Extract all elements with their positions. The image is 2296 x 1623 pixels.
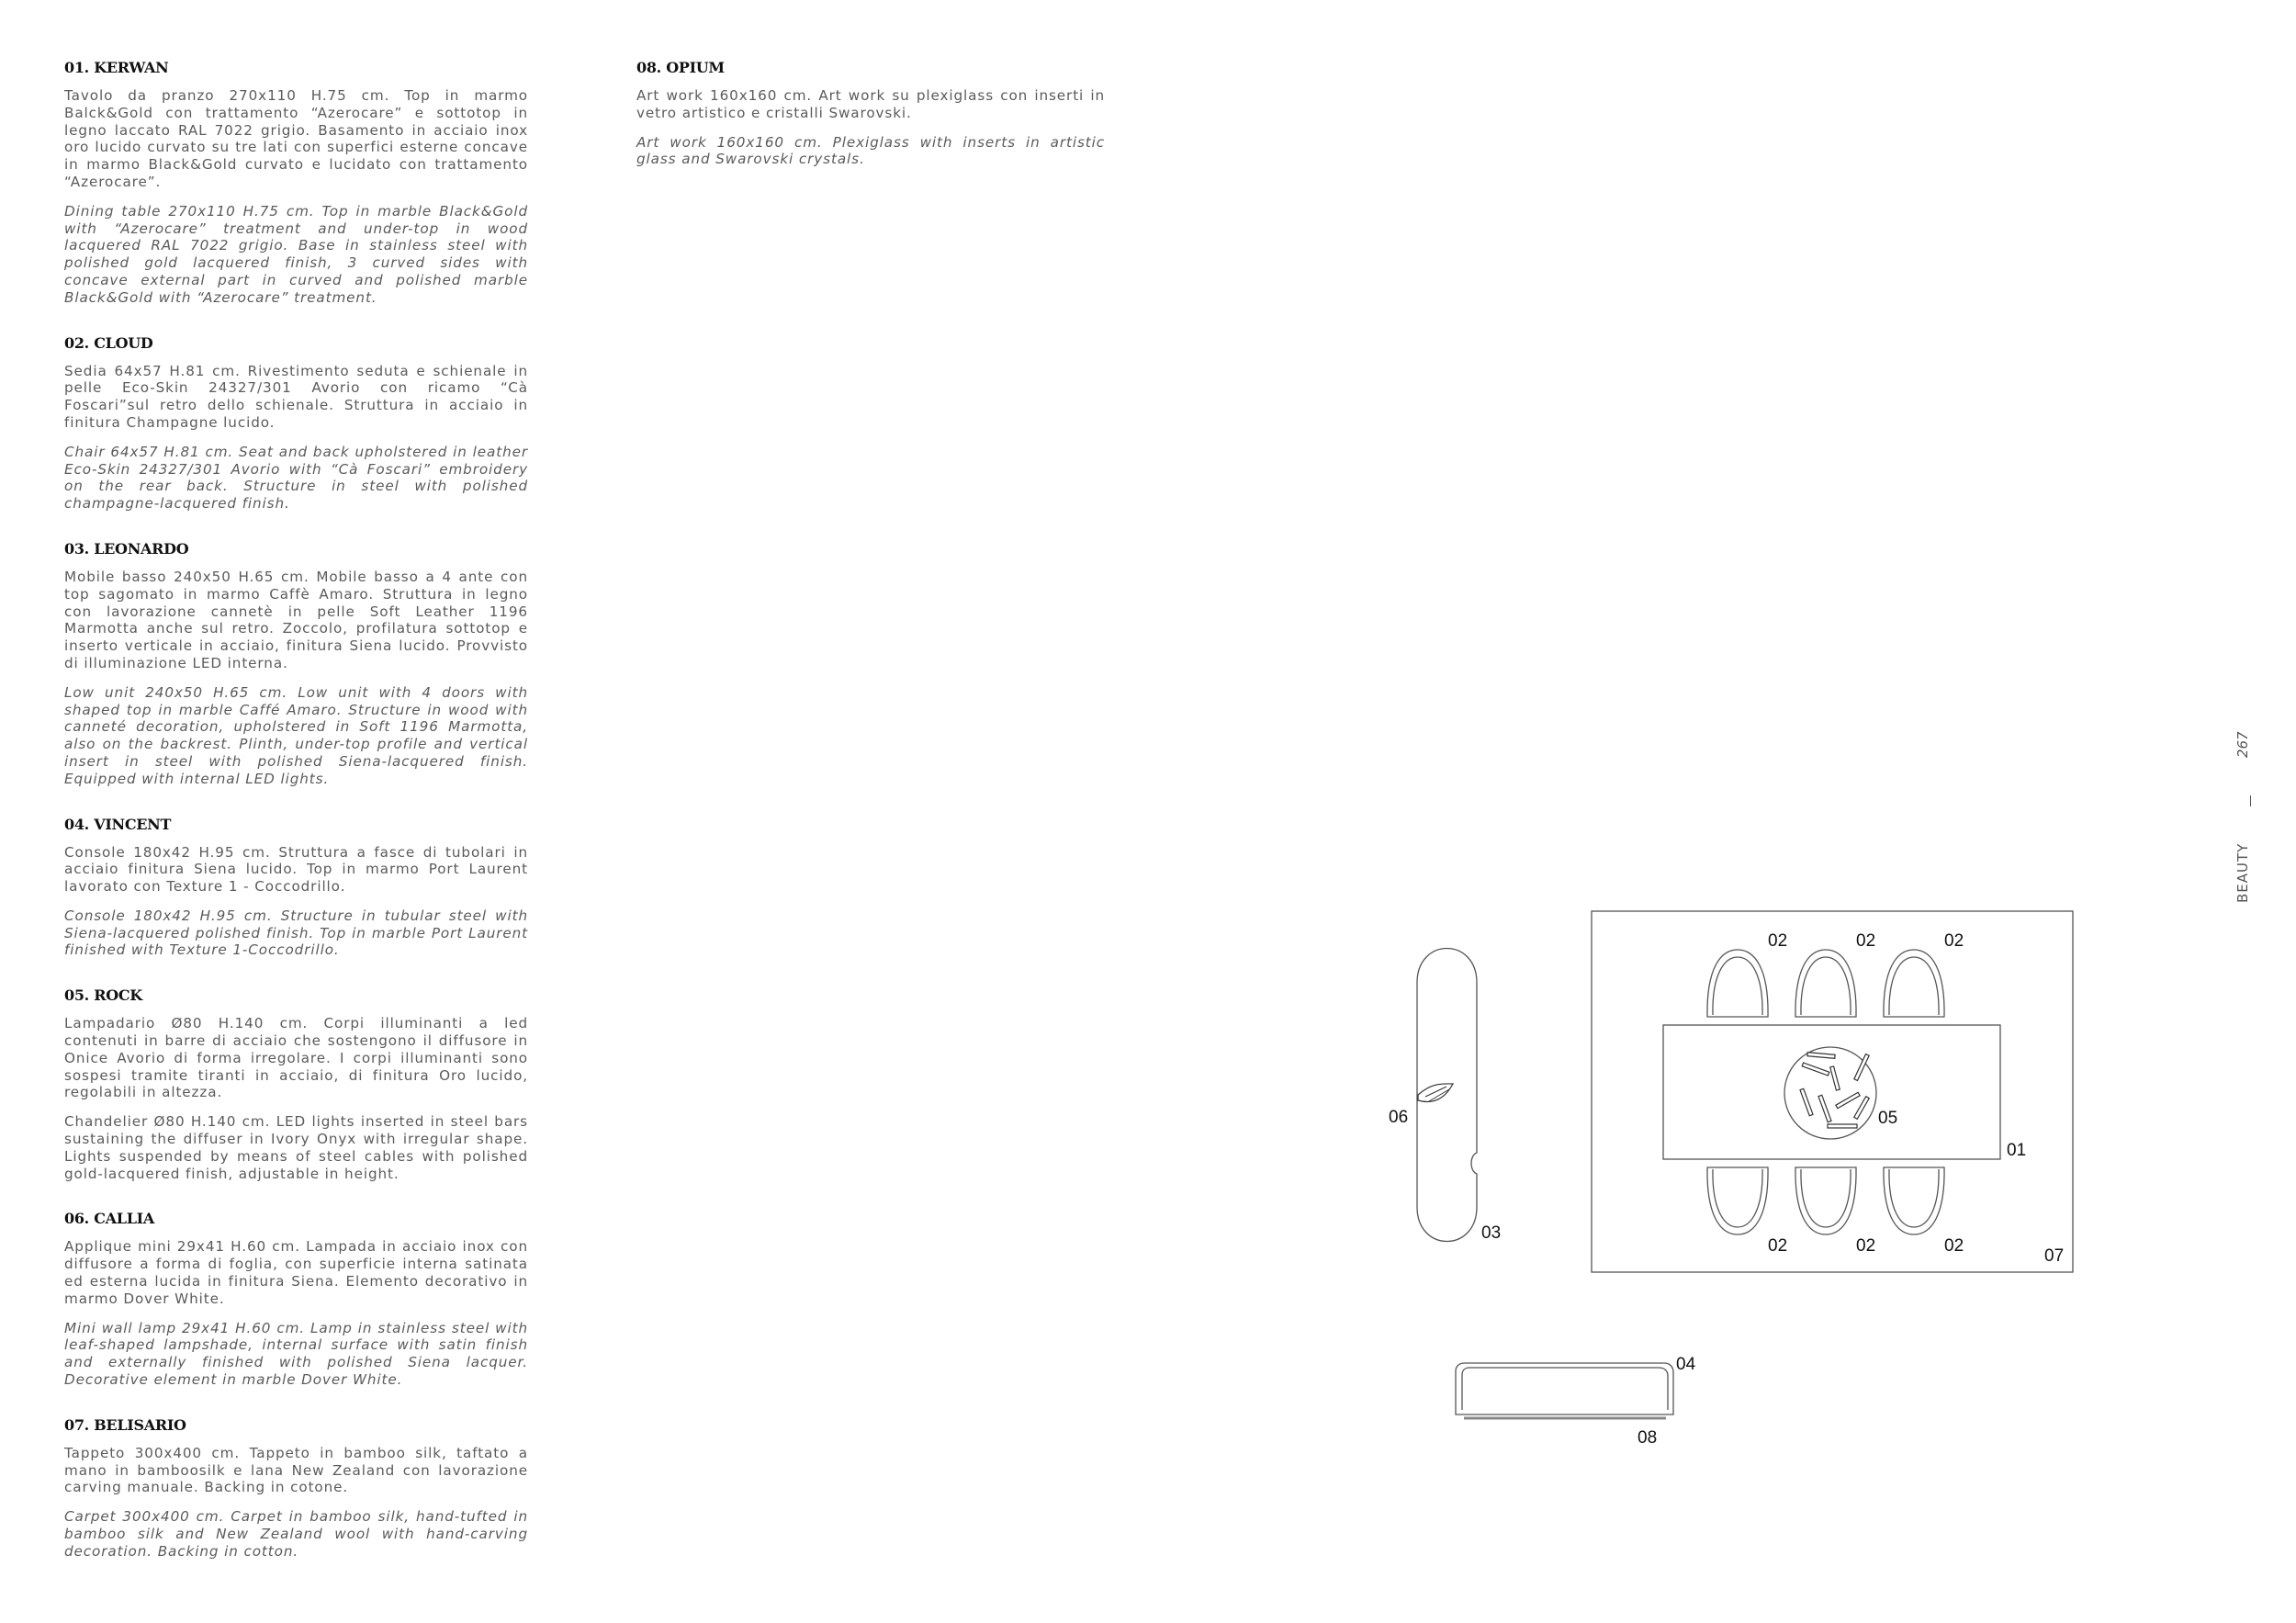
item-title: 01. KERWAN xyxy=(64,59,169,76)
english-description: Art work 160x160 cm. Plexiglass with inserts in artistic glass and Swarovski crystals. xyxy=(636,133,1105,168)
section-title: BEAUTY xyxy=(2234,842,2251,903)
chair-label: 02 xyxy=(1856,1236,1876,1256)
italian-description: Sedia 64x57 H.81 cm. Rivestimento seduta e schienale in pelle Eco-Skin 24327/301 Avorio con ricamo “Cà Foscari”sul retro dello schienale. Struttura in acciaio in finitura Champagne lucido. xyxy=(64,362,528,431)
item-title: 02. CLOUD xyxy=(64,333,153,352)
italian-description: Art work 160x160 cm. Art work su plexiglass con inserti in vetro artistico e cristalli Swarovski. xyxy=(636,87,1105,121)
wall-lamp-icon xyxy=(1418,1084,1453,1102)
rug-label: 07 xyxy=(2044,1246,2065,1266)
italian-description: Tappeto 300x400 cm. Tappeto in bamboo silk, taftato a mano in bamboosilk e lana New Zealand con lavorazione carving manuale. Backing in cotone. xyxy=(64,1444,528,1496)
low-unit-label: 03 xyxy=(1481,1223,1502,1243)
item-title: 03. LEONARDO xyxy=(64,539,189,558)
chair-label: 02 xyxy=(1944,1236,1964,1256)
item-title: 05. ROCK xyxy=(64,986,142,1005)
console-label: 04 xyxy=(1676,1355,1696,1374)
italian-description: Lampadario Ø80 H.140 cm. Corpi illuminanti a led contenuti in barre di acciaio che sostengono il diffusore in Onice Avorio di forma irregolare. I corpi illuminanti sono sospesi tramite tiranti in acciaio, di finitura Oro lucido, regolabili in altezza. xyxy=(64,1015,528,1101)
item-title: 06. CALLIA xyxy=(64,1210,154,1228)
wall-lamp-label: 06 xyxy=(1389,1108,1409,1127)
chair-label: 02 xyxy=(1944,931,1964,951)
italian-description: Applique mini 29x41 H.60 cm. Lampada in acciaio inox con diffusore a forma di foglia, con superficie interna satinata ed esterna lucida in finitura Siena. Elemento decorativo in marmo Dover White. xyxy=(64,1238,528,1307)
italian-description: Mobile basso 240x50 H.65 cm. Mobile basso a 4 ante con top sagomato in marmo Caffè Amaro. Struttura in legno con lavorazione cannetè in pelle Soft Leather 1196 Marmotta anche sul retro. Zoccolo, profilatura sottotop e inserto verticale in acciaio, finitura Siena lucido. Provvisto di illuminazione LED interna. xyxy=(64,568,528,671)
english-description: Chandelier Ø80 H.140 cm. LED lights inserted in steel bars sustaining the diffuser in Ivory Onyx with irregular shape. Lights suspended by means of steel cables with polished gold-lacquered finish, adjustable in height. xyxy=(64,1113,528,1182)
artwork-label: 08 xyxy=(1638,1428,1658,1448)
item-title: 07. BELISARIO xyxy=(64,1415,186,1434)
item-title: 04. VINCENT xyxy=(64,815,172,833)
english-description: Dining table 270x110 H.75 cm. Top in marble Black&Gold with “Azerocare” treatment and under-top in wood lacquered RAL 7022 grigio. Base in stainless steel with polished gold lacquered finish, 3 curved sides with concave external part in curved and polished marble Black&Gold with “Azerocare” treatment. xyxy=(64,202,528,306)
chair-label: 02 xyxy=(1856,931,1876,951)
english-description: Mini wall lamp 29x41 H.60 cm. Lamp in stainless steel with leaf-shaped lampshade, internal surface with satin finish and externally finished with polished Siena lacquer. Decorative element in marble Dover White. xyxy=(64,1319,528,1389)
chair-label: 02 xyxy=(1768,1236,1788,1256)
table-label: 01 xyxy=(2007,1141,2027,1160)
item-title: 08. OPIUM xyxy=(636,59,725,76)
chandelier-bars xyxy=(1800,1053,1869,1128)
english-description: Console 180x42 H.95 cm. Structure in tubular steel with Siena-lacquered polished finish. Top in marble Port Laurent finished with Texture 1-Coccodrillo. xyxy=(64,907,528,959)
page-number: 267 xyxy=(2234,731,2251,759)
chair-label: 02 xyxy=(1768,931,1788,951)
english-description: Carpet 300x400 cm. Carpet in bamboo silk, hand-tufted in bamboo silk and New Zealand wool with hand-carving decoration. Backing in cotton. xyxy=(64,1508,528,1560)
italian-description: Console 180x42 H.95 cm. Struttura a fasce di tubolari in acciaio finitura Siena lucido. Top in marmo Port Laurent lavorato con Texture 1 - Coccodrillo. xyxy=(64,843,528,896)
chandelier-label: 05 xyxy=(1878,1109,1898,1128)
italian-description: Tavolo da pranzo 270x110 H.75 cm. Top in marmo Balck&Gold con trattamento “Azerocare” e sottotop in legno laccato RAL 7022 grigio. Basamento in acciaio inox oro lucido curvato su tre lati con superfici esterne concave in marmo Black&Gold curvato e lucidato con trattamento “Azerocare”. xyxy=(64,87,528,190)
english-description: Chair 64x57 H.81 cm. Seat and back upholstered in leather Eco-Skin 24327/301 Avorio with “Cà Foscari” embroidery on the rear back. Structure in steel with polished champagne-lacquered finish. xyxy=(64,443,528,513)
chairs xyxy=(1707,950,1944,1234)
english-description: Low unit 240x50 H.65 cm. Low unit with 4 doors with shaped top in marble Caffé Amaro. Structure in wood with canneté decoration, upholstered in Soft 1196 Marmotta, also on the backrest. Plinth, under-top profile and vertical insert in steel with polished Siena-lacquered finish. Equipped with internal LED lights. xyxy=(64,683,528,787)
console-outline xyxy=(1456,1363,1673,1414)
